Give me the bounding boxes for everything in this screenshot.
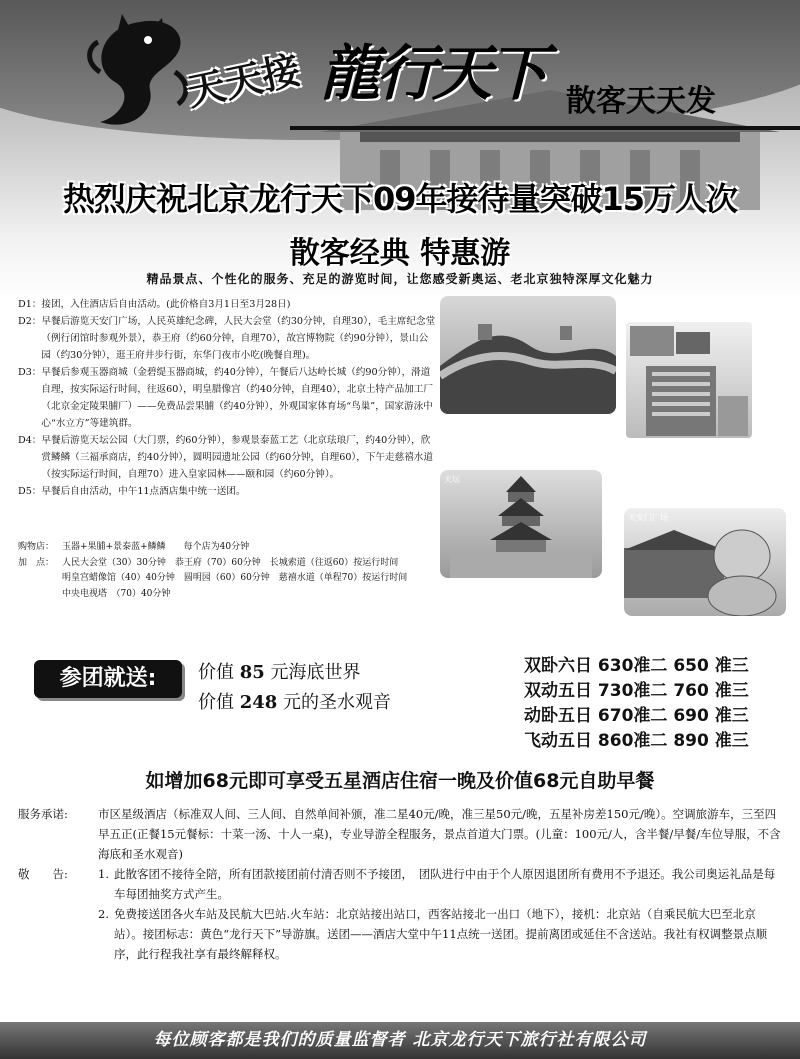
shopping-label: 购物店：: [18, 542, 55, 552]
price-item: 飞动五日 860准二 890 准三: [524, 731, 749, 751]
gift-item: [198, 688, 391, 718]
price-item: 动卧五日 670准二 690 准三: [524, 706, 749, 726]
day-label: D1：: [18, 299, 42, 310]
addon-item: 人民大会堂（30）30分钟 恭王府（70）60分钟 长城索道（往返60）按运行时间: [62, 557, 399, 568]
day-text: 早餐后游览天安门广场，人民英雄纪念碑，人民大会堂（约30分钟，自理30），毛主席纪念堂（例行闭馆时参观外景），恭王府（约60分钟，自理70），故宫博物院（约90分钟），景山公园（约30分钟），逛王府井步行街，东华门夜市小吃(晚餐自理)。: [41, 316, 436, 361]
itinerary: [18, 296, 436, 500]
temple-of-heaven-photo: [440, 470, 602, 578]
upsell-line: 如增加68元即可享受五星酒店住宿一晚及价值68元自助早餐: [145, 770, 655, 792]
shopping-text: 玉器+果脯+景泰蓝+鳞鳞 每个店为40分钟: [62, 542, 250, 552]
dragon-logo: [80, 12, 200, 137]
square-label: 天安门广场: [628, 513, 668, 522]
temple-of-heaven-image: [440, 470, 602, 578]
great-wall-photo: [440, 296, 616, 414]
addon-item: 明皇宫蜡像馆（40）40分钟 圆明园（60）60分钟 慈禧水道（单程70）按运行时间: [62, 573, 408, 583]
addon-row: [18, 556, 436, 603]
itinerary-day: [18, 364, 436, 432]
day-text: 早餐后游览天坛公园（大门票，约60分钟），参观景泰蓝工艺（北京珐琅厂，约40分钟），欣赏鳞鳞（三福承商店，约40分钟），圆明园遗址公园（约60分钟，自理60），下午走慈禧水道（按实际运行时间，自理70）进入皇家园林——颐和园（约60分钟）。: [41, 435, 433, 480]
headline: 热烈庆祝北京龙行天下09年接待量突破15万人次: [62, 180, 738, 218]
footer-banner: 每位顾客都是我们的质量监督者 北京龙行天下旅行社有限公司: [0, 1022, 800, 1059]
hotel-image: [626, 322, 752, 438]
tiananmen-square-photo: [624, 508, 786, 616]
shopping-row: [18, 540, 436, 556]
service-row: [18, 804, 782, 864]
gift-suffix: 元海底世界: [270, 662, 361, 683]
gift-prefix: 价值: [198, 692, 234, 713]
notice-item: [98, 864, 782, 904]
gift-value: 85: [239, 662, 265, 683]
notice-text: 此散客团不接待全陪，所有团款接团前付清否则不予接团， 团队进行中由于个人原因退团所有费用不予退还。我公司奥运礼品是每车每团抽奖方式产生。: [114, 867, 776, 901]
day-label: D3：: [18, 367, 42, 378]
addon-list: [62, 556, 436, 603]
intro-line: 精品景点、个性化的服务、充足的游览时间，让您感受新奥运、老北京独特深厚文化魅力: [146, 272, 654, 286]
service-text: 市区星级酒店（标准双人间、三人间、自然单间补颁，准二星40元/晚，准三星50元/晚，五星补房差150元/晚）。空调旅游车，三至四早五正(正餐15元餐标：十菜一汤、十人一桌)，专业导游全程服务，景点首道大门票。(儿童：100元/人，含半餐/早餐/车位导服，不含海底和圣水观音): [98, 807, 781, 861]
header-divider: [290, 126, 800, 130]
gift-prefix: 价值: [198, 662, 234, 683]
day-label: D5：: [18, 486, 42, 497]
great-wall-image: [440, 296, 616, 414]
service-terms: [18, 804, 782, 964]
gift-suffix: 元的圣水观音: [283, 692, 392, 713]
subhead: 散客经典 特惠游: [289, 236, 511, 271]
notice-number: 2.: [98, 907, 109, 921]
temple-label: 天坛: [444, 475, 460, 484]
gift-list: [198, 658, 391, 718]
hotel-photo: [626, 322, 752, 438]
notice-text: 免费接送团各火车站及民航大巴站.火车站：北京站接出站口，西客站接北一出口（地下），接机：北京站（自乘民航大巴至北京站）。接团标志：黄色“龙行天下”导游旗。送团——酒店大堂中午11点统一送团。提前离团或延住不含送站。我社有权调整景点顺序，此行程我社享有最终解释权。: [114, 907, 768, 961]
gift-item: [198, 658, 391, 688]
addon-item: 中央电视塔 （70）40分钟: [62, 588, 171, 599]
day-text: 早餐后参观玉器商城（金碧缇玉器商城，约40分钟），午餐后八达岭长城（约90分钟），滑道自理，按实际运行时间，往返60），明皇腊像宫（约40分钟，自理40），北京土特产品加工厂（北京金定陵果脯厂）——免费品尝果脯（约40分钟），外观国家体育场“鸟巢”，国家游泳中心“水立方”等建筑群。: [41, 367, 433, 429]
header-banner: [0, 0, 800, 300]
shopping-info: [18, 540, 436, 602]
day-text: 接团，入住酒店后自由活动。(此价格自3月1日至3月28日): [41, 299, 291, 310]
price-item: 双卧六日 630准二 650 准三: [524, 656, 749, 676]
day-label: D4：: [18, 435, 42, 446]
notice-list: [98, 864, 782, 964]
notice-item: [98, 904, 782, 964]
notice-number: 1.: [98, 867, 109, 881]
itinerary-day: [18, 313, 436, 364]
stone-lion-image: [624, 508, 786, 616]
addon-label: 加 点：: [18, 557, 55, 568]
slogan-tiantianjie: 天天接: [183, 47, 305, 115]
notice-label: 敬 告:: [18, 867, 68, 881]
notice-row: [18, 864, 782, 964]
tagline: 散客天天发: [566, 84, 716, 119]
itinerary-day: [18, 432, 436, 483]
price-item: 双动五日 730准二 760 准三: [524, 681, 749, 701]
promo-badge: 参团就送:: [34, 660, 182, 698]
price-list: [524, 654, 749, 754]
day-text: 早餐后自由活动，中午11点酒店集中统一送团。: [41, 486, 246, 497]
service-label: 服务承诺:: [18, 807, 68, 821]
gift-value: 248: [239, 692, 278, 713]
slogan-longxingtianxia: 龍行天下: [320, 39, 544, 109]
day-label: D2：: [18, 316, 42, 327]
itinerary-day: [18, 483, 436, 500]
itinerary-day: [18, 296, 436, 313]
